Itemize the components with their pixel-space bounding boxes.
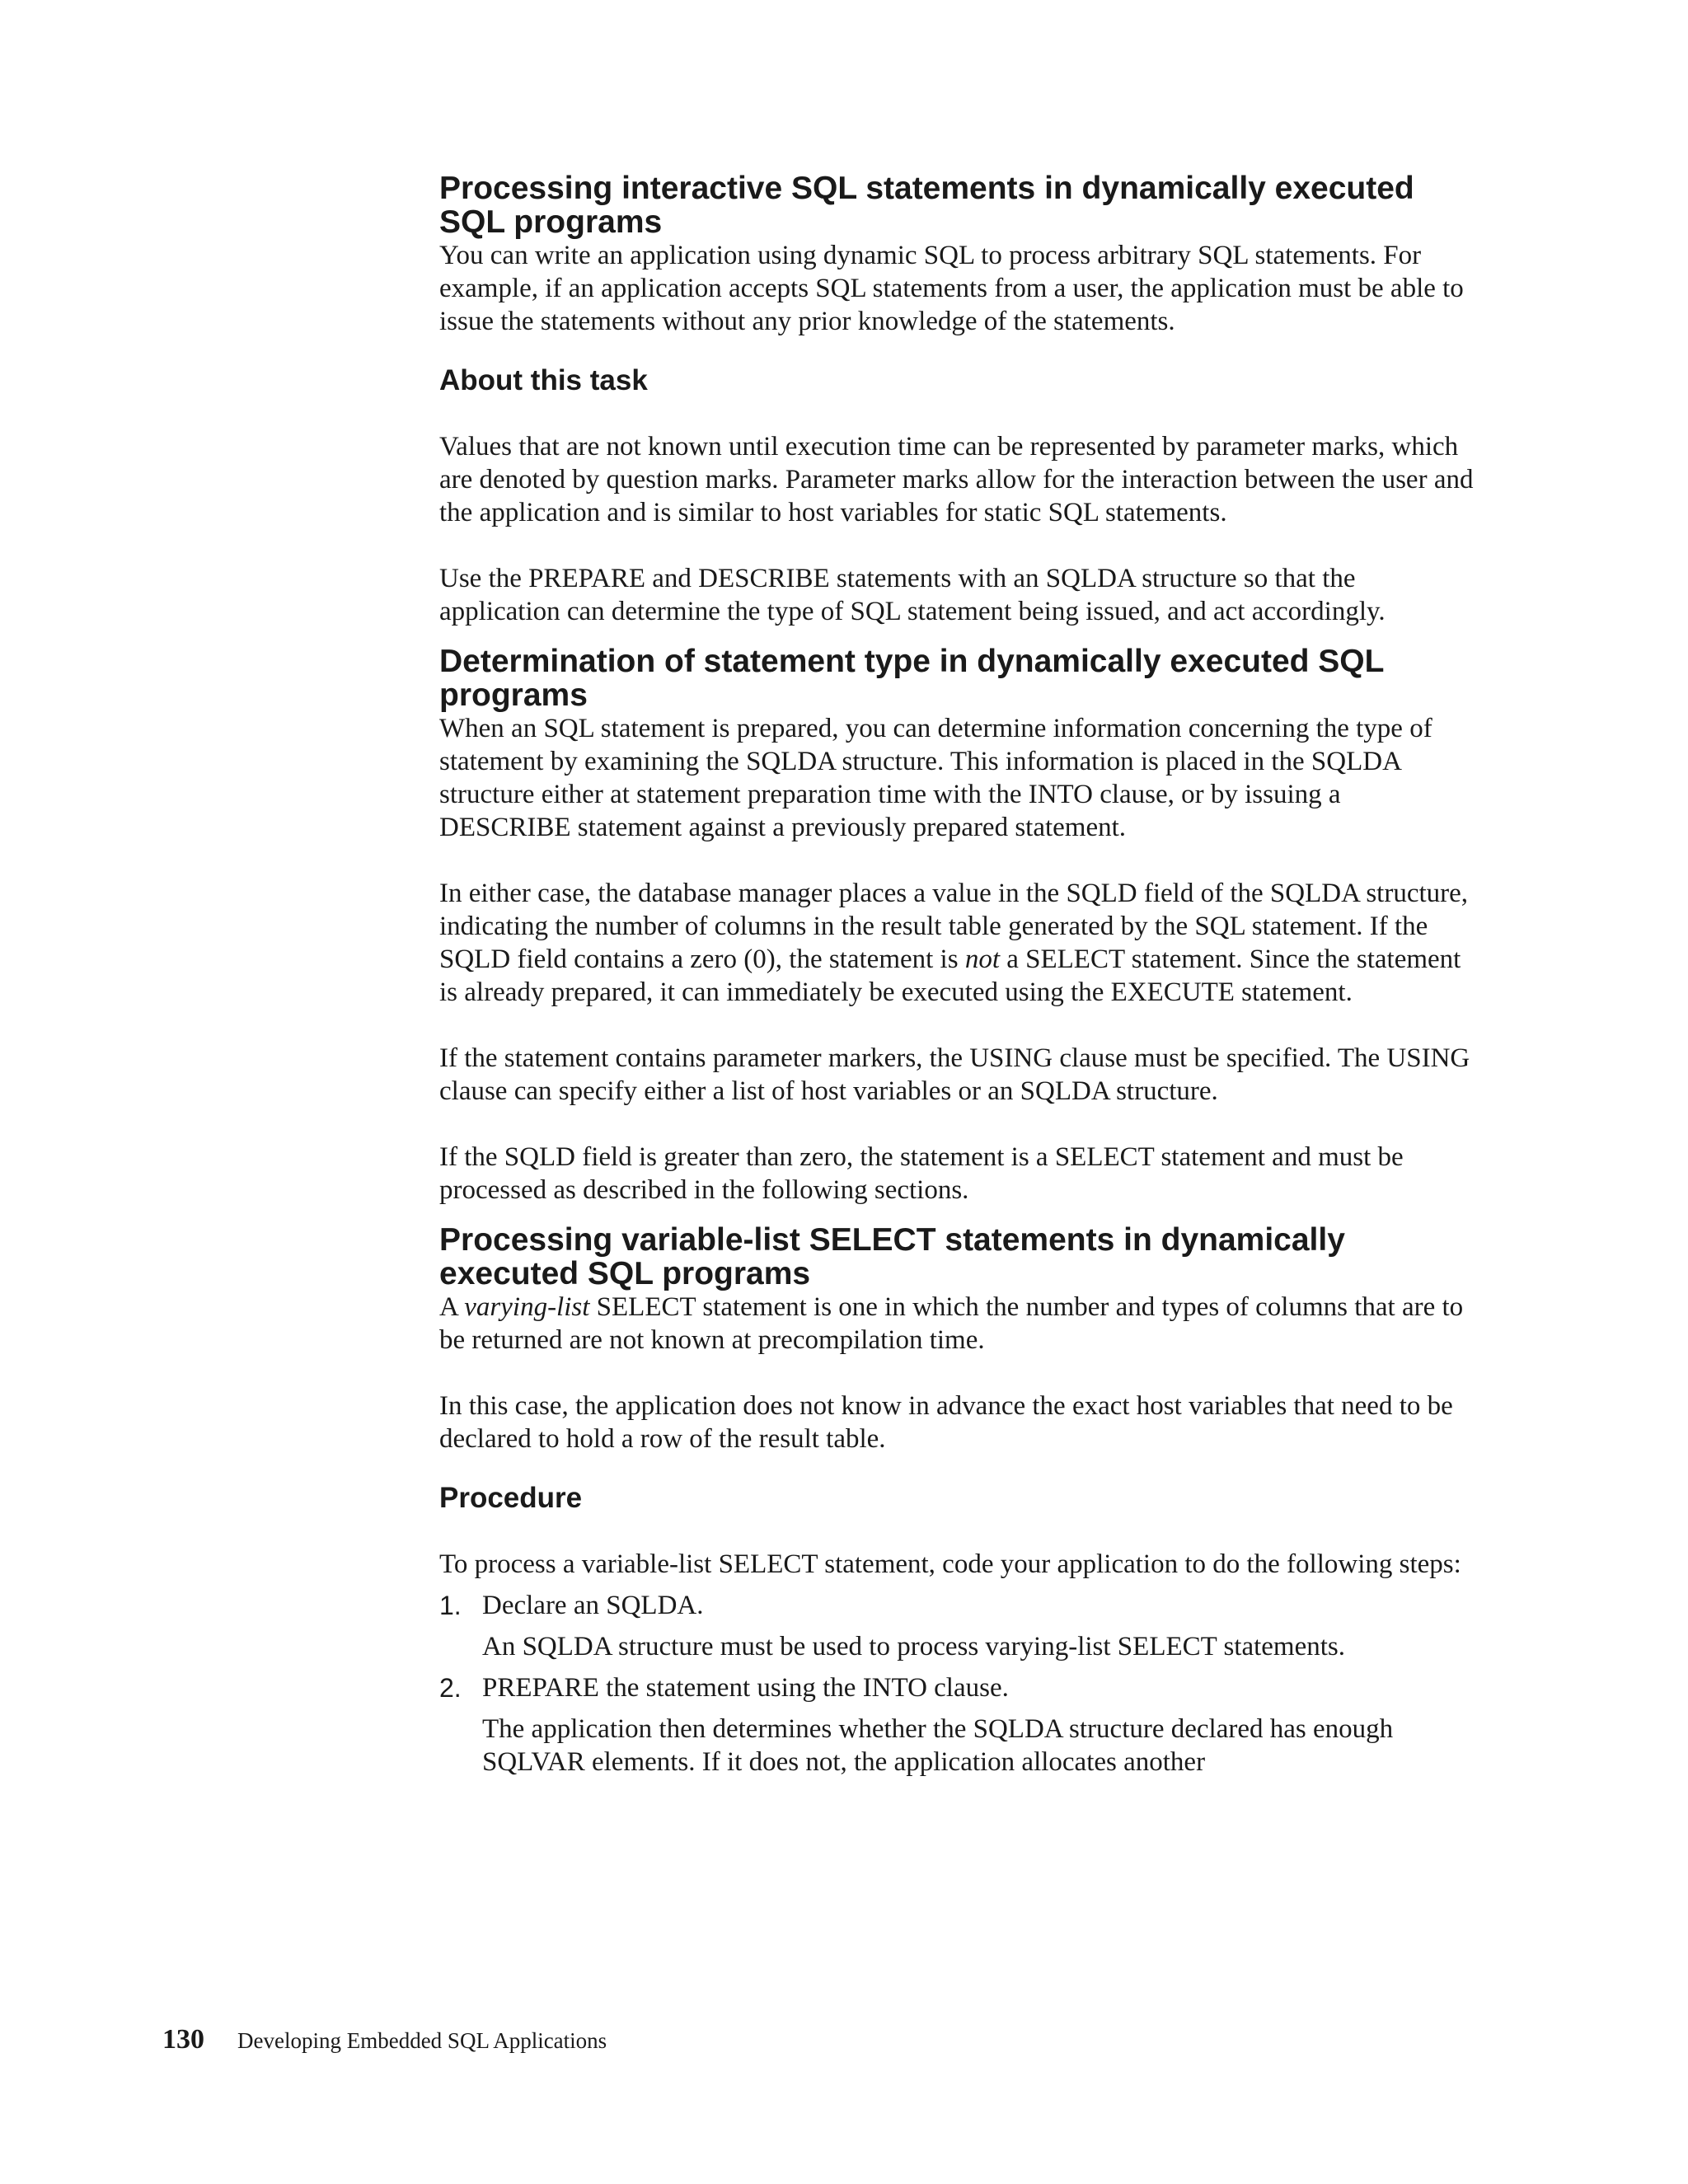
heading-line: SQL programs bbox=[439, 204, 663, 240]
text-run: In either case, the database manager places a value in the SQLD field of the SQLDA structure, indicating the number of columns in the result table generated by the SQL statement. If the SQLD field contains a zero (0), the statement is bbox=[439, 879, 1469, 974]
step-text: Declare an SQLDA. bbox=[482, 1591, 704, 1620]
paragraph: In this case, the application does not know in advance the exact host variables that need to be declared to hold a row of the result table. bbox=[439, 1391, 1453, 1454]
text-run: A bbox=[439, 1292, 465, 1322]
heading-line: programs bbox=[439, 677, 588, 713]
subheading-procedure: Procedure bbox=[439, 1482, 583, 1514]
list-item bbox=[439, 1671, 1478, 1779]
step-text: PREPARE the statement using the INTO clause. bbox=[482, 1673, 1009, 1703]
step-detail: An SQLDA structure must be used to process varying-list SELECT statements. bbox=[482, 1632, 1346, 1661]
paragraph: When an SQL statement is prepared, you can determine information concerning the type of statement by examining the SQLDA structure. This information is placed in the SQLDA structure either at statement preparation time with the INTO clause, or by issuing a DESCRIBE statement against a previously prepared statement. bbox=[439, 714, 1432, 842]
heading-line: Processing interactive SQL statements in dynamically executed bbox=[439, 171, 1414, 206]
list-number: 2. bbox=[439, 1673, 462, 1703]
page-content bbox=[439, 171, 1478, 1779]
step-detail: The application then determines whether the SQLDA structure declared has enough SQLVAR elements. If it does not, the application allocates another bbox=[482, 1714, 1394, 1777]
paragraph bbox=[439, 877, 1478, 1009]
emphasis: varying-list bbox=[464, 1292, 590, 1322]
paragraph: To process a variable-list SELECT statement, code your application to do the following steps: bbox=[439, 1549, 1461, 1579]
paragraph: If the SQLD field is greater than zero, the statement is a SELECT statement and must be processed as described in the following sections. bbox=[439, 1142, 1404, 1205]
heading-line: executed SQL programs bbox=[439, 1256, 811, 1291]
list-item bbox=[439, 1589, 1478, 1663]
heading-line: Determination of statement type in dynamically executed SQL bbox=[439, 644, 1385, 679]
page-number: 130 bbox=[162, 2024, 204, 2055]
subheading-about-this-task: About this task bbox=[439, 364, 648, 396]
page-footer bbox=[162, 2024, 607, 2060]
list-number: 1. bbox=[439, 1591, 462, 1620]
footer-title: Developing Embedded SQL Applications bbox=[237, 2028, 607, 2053]
section-heading bbox=[439, 171, 1478, 239]
section-heading bbox=[439, 1223, 1478, 1291]
paragraph: You can write an application using dynamic SQL to process arbitrary SQL statements. For example, if an application accepts SQL statements from a user, the application must be able to issue the statements without any prior knowledge of the statements. bbox=[439, 241, 1464, 336]
paragraph: If the statement contains parameter markers, the USING clause must be specified. The USING clause can specify either a list of host variables or an SQLDA structure. bbox=[439, 1043, 1470, 1106]
text-run: SELECT statement is one in which the number and types of columns that are to be returned are not known at precompilation time. bbox=[439, 1292, 1464, 1355]
section-heading bbox=[439, 644, 1478, 712]
paragraph: Use the PREPARE and DESCRIBE statements with an SQLDA structure so that the application can determine the type of SQL statement being issued, and act accordingly. bbox=[439, 564, 1386, 626]
heading-line: Processing variable-list SELECT statements in dynamically bbox=[439, 1222, 1345, 1258]
paragraph bbox=[439, 1291, 1478, 1357]
paragraph: Values that are not known until execution time can be represented by parameter marks, which are denoted by question marks. Parameter marks allow for the interaction between the user and the application and is similar to host variables for static SQL statements. bbox=[439, 432, 1474, 527]
text-run: a SELECT statement. Since the statement is already prepared, it can immediately be executed using the EXECUTE statement. bbox=[439, 944, 1461, 1007]
emphasis: not bbox=[964, 944, 1000, 974]
